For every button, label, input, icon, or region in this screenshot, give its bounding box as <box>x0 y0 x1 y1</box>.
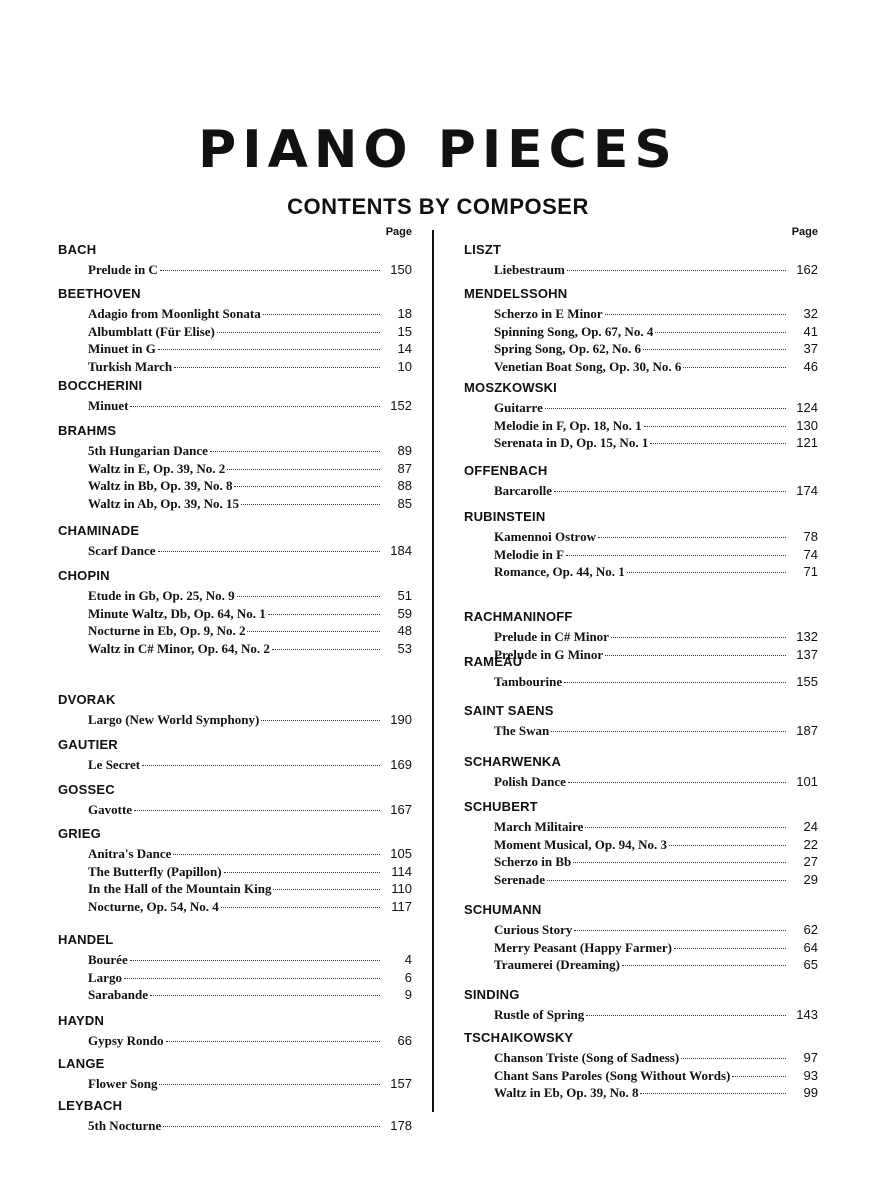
page-subtitle: CONTENTS BY COMPOSER <box>287 194 589 219</box>
dot-leader <box>142 765 380 766</box>
piece-entry <box>88 986 412 1003</box>
dot-leader <box>566 555 786 556</box>
page-number: 184 <box>390 543 412 558</box>
piece-title: Chant Sans Paroles (Song Without Words) <box>494 1067 731 1083</box>
page-number: 4 <box>404 952 412 967</box>
composer-heading: SCHUMANN <box>464 902 542 917</box>
dot-leader <box>159 1084 380 1085</box>
page-number: 65 <box>803 957 818 973</box>
page-number: 130 <box>796 417 818 433</box>
piece-title: Waltz in E, Op. 39, No. 2 <box>88 460 226 476</box>
piece-entry <box>88 442 412 459</box>
page-number: 10 <box>397 358 412 374</box>
piece-entry <box>494 818 818 835</box>
dot-leader <box>585 827 786 828</box>
piece-entry <box>88 358 412 375</box>
composer-heading: SCHUBERT <box>464 799 538 814</box>
page-number: 93 <box>803 1067 818 1083</box>
composer-heading: TSCHAIKOWSKY <box>464 1030 574 1045</box>
piece-entry <box>88 801 412 818</box>
composer-heading: LANGE <box>58 1056 105 1071</box>
piece-title: Venetian Boat Song, Op. 30, No. 6 <box>494 358 682 374</box>
page-column-header: Page <box>791 226 818 238</box>
piece-entry <box>494 921 818 938</box>
piece-entry <box>494 546 818 563</box>
page-number: 162 <box>796 262 818 277</box>
piece-entry <box>88 305 412 322</box>
page-number: 85 <box>397 495 412 511</box>
piece-title: Kamennoi Ostrow <box>494 529 596 544</box>
page-number: 51 <box>397 588 412 603</box>
page-number: 121 <box>796 435 818 451</box>
piece-entry <box>88 640 412 657</box>
dot-leader <box>158 551 380 552</box>
piece-entry <box>494 939 818 956</box>
dot-leader <box>221 907 380 908</box>
page-number: 178 <box>390 1118 412 1133</box>
dot-leader <box>640 1093 786 1094</box>
page-number: 124 <box>796 400 818 415</box>
dot-leader <box>124 978 380 979</box>
page-title: PIANO PIECES <box>198 120 678 180</box>
piece-entry <box>494 722 818 739</box>
piece-title: Minute Waltz, Db, Op. 64, No. 1 <box>88 605 266 621</box>
dot-leader <box>622 965 786 966</box>
dot-leader <box>643 349 786 350</box>
page-number: 18 <box>397 306 412 321</box>
piece-title: Rustle of Spring <box>494 1007 585 1022</box>
piece-title: Spring Song, Op. 62, No. 6 <box>494 341 642 357</box>
dot-leader <box>247 631 380 632</box>
piece-title: Scarf Dance <box>88 543 156 558</box>
composer-heading: SCHARWENKA <box>464 754 562 769</box>
dot-leader <box>598 537 786 538</box>
dot-leader <box>261 720 380 721</box>
piece-entry <box>494 323 818 340</box>
piece-entry <box>88 1075 412 1092</box>
page-number: 15 <box>397 323 412 339</box>
dot-leader <box>586 1015 786 1016</box>
dot-leader <box>210 451 380 452</box>
dot-leader <box>273 889 380 890</box>
piece-title: Etude in Gb, Op. 25, No. 9 <box>88 588 235 603</box>
dot-leader <box>567 270 786 271</box>
page-number: 132 <box>796 629 818 644</box>
dot-leader <box>644 426 786 427</box>
piece-entry <box>88 898 412 915</box>
dot-leader <box>554 491 786 492</box>
page-number: 14 <box>397 341 412 357</box>
composer-heading: HAYDN <box>58 1013 105 1028</box>
piece-title: The Butterfly (Papillon) <box>88 863 222 879</box>
piece-entry <box>494 853 818 870</box>
piece-entry <box>494 628 818 645</box>
dot-leader <box>611 637 786 638</box>
page-number: 167 <box>390 802 412 817</box>
piece-title: Minuet in G <box>88 341 156 357</box>
composer-heading: GRIEG <box>58 826 101 841</box>
dot-leader <box>130 406 380 407</box>
piece-title: Scherzo in E Minor <box>494 306 603 321</box>
piece-entry <box>88 1032 412 1049</box>
dot-leader <box>134 810 380 811</box>
piece-title: Turkish March <box>88 358 173 374</box>
dot-leader <box>551 731 786 732</box>
dot-leader <box>568 782 786 783</box>
piece-title: The Swan <box>494 723 550 738</box>
composer-heading: MENDELSSOHN <box>464 286 568 301</box>
dot-leader <box>605 655 786 656</box>
piece-title: Waltz in Ab, Op. 39, No. 15 <box>88 495 239 511</box>
piece-entry <box>88 711 412 728</box>
page-number: 150 <box>390 262 412 277</box>
piece-title: In the Hall of the Mountain King <box>88 881 272 897</box>
piece-title: Gavotte <box>88 802 133 817</box>
piece-title: Liebestraum <box>494 262 565 277</box>
composer-heading: OFFENBACH <box>464 463 548 478</box>
page-number: 46 <box>803 358 818 374</box>
dot-leader <box>150 995 380 996</box>
piece-entry <box>494 417 818 434</box>
composer-heading: BACH <box>58 242 97 257</box>
dot-leader <box>163 1126 380 1127</box>
piece-entry <box>494 1067 818 1084</box>
dot-leader <box>174 367 380 368</box>
page-number: 6 <box>404 969 412 985</box>
composer-heading: DVORAK <box>58 692 116 707</box>
page-number: 64 <box>803 939 818 955</box>
piece-title: Melodie in F <box>494 546 565 562</box>
dot-leader <box>674 948 786 949</box>
piece-entry <box>88 323 412 340</box>
piece-title: Guitarre <box>494 400 543 415</box>
piece-entry <box>88 622 412 639</box>
page-number: 37 <box>803 341 818 357</box>
composer-heading: LISZT <box>464 242 502 257</box>
composer-heading: CHAMINADE <box>58 523 140 538</box>
piece-entry <box>88 587 412 604</box>
dot-leader <box>224 872 380 873</box>
piece-entry <box>88 863 412 880</box>
piece-title: Nocturne in Eb, Op. 9, No. 2 <box>88 623 246 639</box>
piece-entry <box>88 605 412 622</box>
dot-leader <box>669 845 786 846</box>
dot-leader <box>545 408 786 409</box>
piece-title: Serenade <box>494 871 546 887</box>
page-number: 190 <box>390 712 412 727</box>
dot-leader <box>574 930 786 931</box>
page-number: 174 <box>796 483 818 498</box>
piece-title: March Militaire <box>494 819 584 834</box>
piece-entry <box>494 836 818 853</box>
composer-heading: RUBINSTEIN <box>464 509 546 524</box>
page-number: 105 <box>390 846 412 861</box>
page-number: 29 <box>803 871 818 887</box>
column-divider <box>432 230 434 1112</box>
piece-entry <box>88 460 412 477</box>
dot-leader <box>237 596 380 597</box>
page-number: 152 <box>390 398 412 413</box>
piece-entry <box>88 756 412 773</box>
piece-entry <box>88 495 412 512</box>
piece-entry <box>88 969 412 986</box>
page-number: 24 <box>803 819 818 834</box>
piece-entry <box>494 1006 818 1023</box>
piece-title: Flower Song <box>88 1076 158 1091</box>
page-number: 53 <box>397 640 412 656</box>
piece-entry <box>88 340 412 357</box>
piece-title: Merry Peasant (Happy Farmer) <box>494 939 672 955</box>
page-number: 78 <box>803 529 818 544</box>
piece-title: Prelude in C <box>88 262 158 277</box>
dot-leader <box>681 1058 786 1059</box>
piece-title: Tambourine <box>494 674 563 689</box>
composer-heading: SAINT SAENS <box>464 703 554 718</box>
dot-leader <box>655 332 786 333</box>
composer-heading: RAMEAU <box>464 654 523 669</box>
piece-entry <box>494 305 818 322</box>
piece-entry <box>88 261 412 278</box>
page-number: 59 <box>397 605 412 621</box>
piece-title: Prelude in C# Minor <box>494 629 609 644</box>
dot-leader <box>605 314 786 315</box>
piece-title: Largo <box>88 969 122 985</box>
piece-entry <box>494 399 818 416</box>
dot-leader <box>234 486 380 487</box>
piece-title: Traumerei (Dreaming) <box>494 957 620 973</box>
dot-leader <box>564 682 786 683</box>
page-number: 32 <box>803 306 818 321</box>
piece-title: Anitra's Dance <box>88 846 172 861</box>
page-number: 74 <box>803 546 818 562</box>
dot-leader <box>263 314 380 315</box>
piece-entry <box>494 646 818 663</box>
dot-leader <box>268 614 380 615</box>
page-number: 41 <box>803 323 818 339</box>
piece-title: Curious Story <box>494 922 573 937</box>
page-number: 22 <box>803 836 818 852</box>
composer-heading: BEETHOVEN <box>58 286 141 301</box>
piece-title: Minuet <box>88 398 129 413</box>
page-number: 9 <box>404 987 412 1003</box>
dot-leader <box>650 443 786 444</box>
piece-title: Romance, Op. 44, No. 1 <box>494 564 625 580</box>
composer-heading: MOSZKOWSKI <box>464 380 557 395</box>
page-number: 187 <box>796 723 818 738</box>
piece-title: Nocturne, Op. 54, No. 4 <box>88 898 219 914</box>
piece-title: Moment Musical, Op. 94, No. 3 <box>494 836 667 852</box>
piece-entry <box>494 340 818 357</box>
piece-entry <box>88 542 412 559</box>
piece-entry <box>88 477 412 494</box>
piece-title: Spinning Song, Op. 67, No. 4 <box>494 323 654 339</box>
piece-entry <box>88 951 412 968</box>
dot-leader <box>227 469 380 470</box>
page-column-header: Page <box>385 226 412 238</box>
composer-heading: HANDEL <box>58 932 114 947</box>
piece-entry <box>88 845 412 862</box>
piece-title: Largo (New World Symphony) <box>88 712 260 727</box>
piece-entry <box>494 434 818 451</box>
piece-title: Chanson Triste (Song of Sadness) <box>494 1050 680 1065</box>
piece-title: Gypsy Rondo <box>88 1033 164 1048</box>
piece-title: Le Secret <box>88 757 141 772</box>
page-number: 117 <box>391 898 412 914</box>
page-number: 27 <box>803 854 818 870</box>
page-number: 155 <box>796 674 818 689</box>
dot-leader <box>166 1041 381 1042</box>
page-number: 101 <box>796 774 818 789</box>
page-number: 157 <box>390 1076 412 1091</box>
page-number: 137 <box>796 646 818 662</box>
piece-title: Adagio from Moonlight Sonata <box>88 306 261 321</box>
piece-entry <box>494 528 818 545</box>
page-number: 169 <box>390 757 412 772</box>
piece-entry <box>494 871 818 888</box>
piece-entry <box>494 673 818 690</box>
dot-leader <box>627 572 786 573</box>
page-number: 143 <box>796 1007 818 1022</box>
dot-leader <box>158 349 380 350</box>
page-number: 89 <box>397 443 412 458</box>
composer-heading: BOCCHERINI <box>58 378 143 393</box>
dot-leader <box>241 504 380 505</box>
piece-title: 5th Nocturne <box>88 1118 162 1133</box>
page-number: 62 <box>803 922 818 937</box>
page-number: 87 <box>397 460 412 476</box>
composer-heading: RACHMANINOFF <box>464 609 573 624</box>
dot-leader <box>160 270 380 271</box>
piece-entry <box>494 1049 818 1066</box>
dot-leader <box>217 332 380 333</box>
piece-title: Melodie in F, Op. 18, No. 1 <box>494 417 642 433</box>
composer-heading: BRAHMS <box>58 423 117 438</box>
piece-title: 5th Hungarian Dance <box>88 443 208 458</box>
composer-heading: GOSSEC <box>58 782 115 797</box>
piece-title: Barcarolle <box>494 483 553 498</box>
composer-heading: LEYBACH <box>58 1098 123 1113</box>
piece-title: Polish Dance <box>494 774 566 789</box>
composer-heading: SINDING <box>464 987 520 1002</box>
piece-title: Serenata in D, Op. 15, No. 1 <box>494 435 649 451</box>
piece-title: Waltz in Bb, Op. 39, No. 8 <box>88 478 233 494</box>
piece-title: Waltz in Eb, Op. 39, No. 8 <box>494 1085 639 1101</box>
composer-heading: GAUTIER <box>58 737 118 752</box>
piece-title: Waltz in C# Minor, Op. 64, No. 2 <box>88 640 270 656</box>
page-number: 97 <box>803 1050 818 1065</box>
page-number: 110 <box>391 881 412 897</box>
piece-entry <box>494 482 818 499</box>
piece-entry <box>88 1117 412 1134</box>
composer-heading: CHOPIN <box>58 568 110 583</box>
piece-entry <box>88 880 412 897</box>
piece-entry <box>494 261 818 278</box>
page-number: 71 <box>803 564 818 580</box>
piece-entry <box>494 358 818 375</box>
page-number: 48 <box>397 623 412 639</box>
piece-title: Sarabande <box>88 987 148 1003</box>
piece-title: Bourée <box>88 952 128 967</box>
piece-entry <box>494 563 818 580</box>
dot-leader <box>732 1076 786 1077</box>
page-number: 88 <box>397 478 412 494</box>
dot-leader <box>272 649 380 650</box>
piece-title: Scherzo in Bb <box>494 854 572 870</box>
page-number: 66 <box>397 1033 412 1048</box>
page-number: 114 <box>391 863 412 879</box>
piece-title: Prelude in G Minor <box>494 646 604 662</box>
dot-leader <box>683 367 786 368</box>
piece-entry <box>494 956 818 973</box>
piece-entry <box>88 397 412 414</box>
dot-leader <box>573 862 786 863</box>
dot-leader <box>130 960 380 961</box>
piece-entry <box>494 1084 818 1101</box>
dot-leader <box>547 880 786 881</box>
page-number: 99 <box>803 1085 818 1101</box>
piece-title: Albumblatt (Für Elise) <box>88 323 215 339</box>
piece-entry <box>494 773 818 790</box>
dot-leader <box>173 854 380 855</box>
